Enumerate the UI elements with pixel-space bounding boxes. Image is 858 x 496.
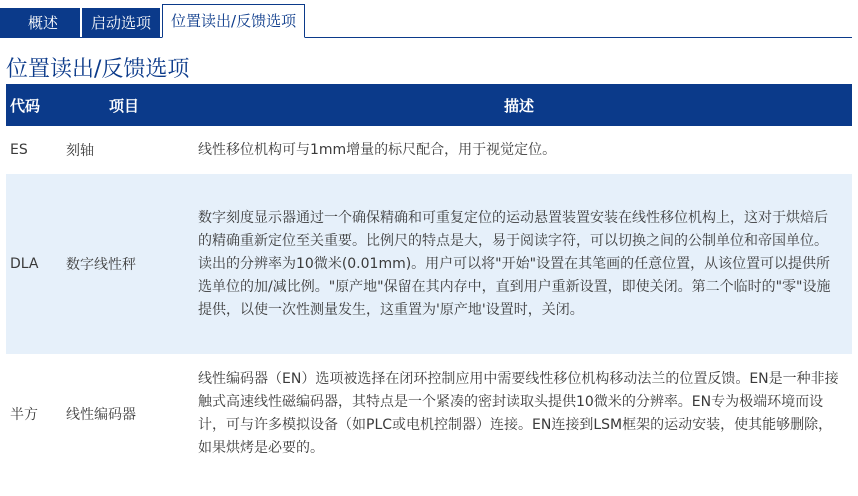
tab-overview[interactable]: 概述 bbox=[0, 8, 80, 38]
options-table bbox=[6, 84, 852, 474]
row-description: 数字刻度显示器通过一个确保精确和可重复定位的运动悬置装置安装在线性移位机构上，这对于烘焙后的精确重新定位至关重要。比例尺的特点是大，易于阅读字符，可以切换之间的公制单位和帝国单位。读出的分辨率为10微米(0.01mm)。用户可以将"开始"设置在其笔画的任意位置，从该位置可以提供所选单位的加/减比例。"原产地"保留在其内存中，直到用户重新设置，即使关闭。第二个临时的"零"设施提供，以使一次性测量发生，这重置为'原产地'设置时，关闭。 bbox=[198, 209, 831, 318]
row-item: 线性编码器 bbox=[66, 407, 136, 423]
table-row bbox=[6, 354, 852, 474]
page-title: 位置读出/反馈选项 bbox=[6, 57, 190, 82]
row-description: 线性移位机构可与1mm增量的标尺配合，用于视觉定位。 bbox=[198, 141, 557, 158]
header-description: 描述 bbox=[186, 84, 852, 126]
row-code: 半方 bbox=[10, 407, 38, 423]
row-code: ES bbox=[10, 142, 28, 158]
tab-position-readout[interactable]: 位置读出/反馈选项 bbox=[162, 4, 305, 38]
tab-startup-options[interactable]: 启动选项 bbox=[82, 8, 160, 38]
header-code: 代码 bbox=[6, 84, 58, 126]
row-code: DLA bbox=[10, 256, 39, 272]
row-item: 数字线性秤 bbox=[66, 257, 136, 273]
row-item: 刻轴 bbox=[66, 143, 94, 159]
header-item: 项目 bbox=[58, 84, 186, 126]
tab-bar bbox=[0, 4, 852, 38]
table-row bbox=[6, 126, 852, 174]
row-description: 线性编码器（EN）选项被选择在闭环控制应用中需要线性移位机构移动法兰的位置反馈。EN是一种非接触式高速线性磁编码器，其特点是一个紧凑的密封读取头提供10微米的分辨率。EN专为极端环境而设计，可与许多模拟设备（如PLC或电机控制器）连接。EN连接到LSM框架的运动安装，使其能够删除，如果烘烤是必要的。 bbox=[198, 371, 839, 456]
table-row bbox=[6, 174, 852, 354]
options-table-container bbox=[6, 84, 852, 474]
table-header-row bbox=[6, 84, 852, 126]
